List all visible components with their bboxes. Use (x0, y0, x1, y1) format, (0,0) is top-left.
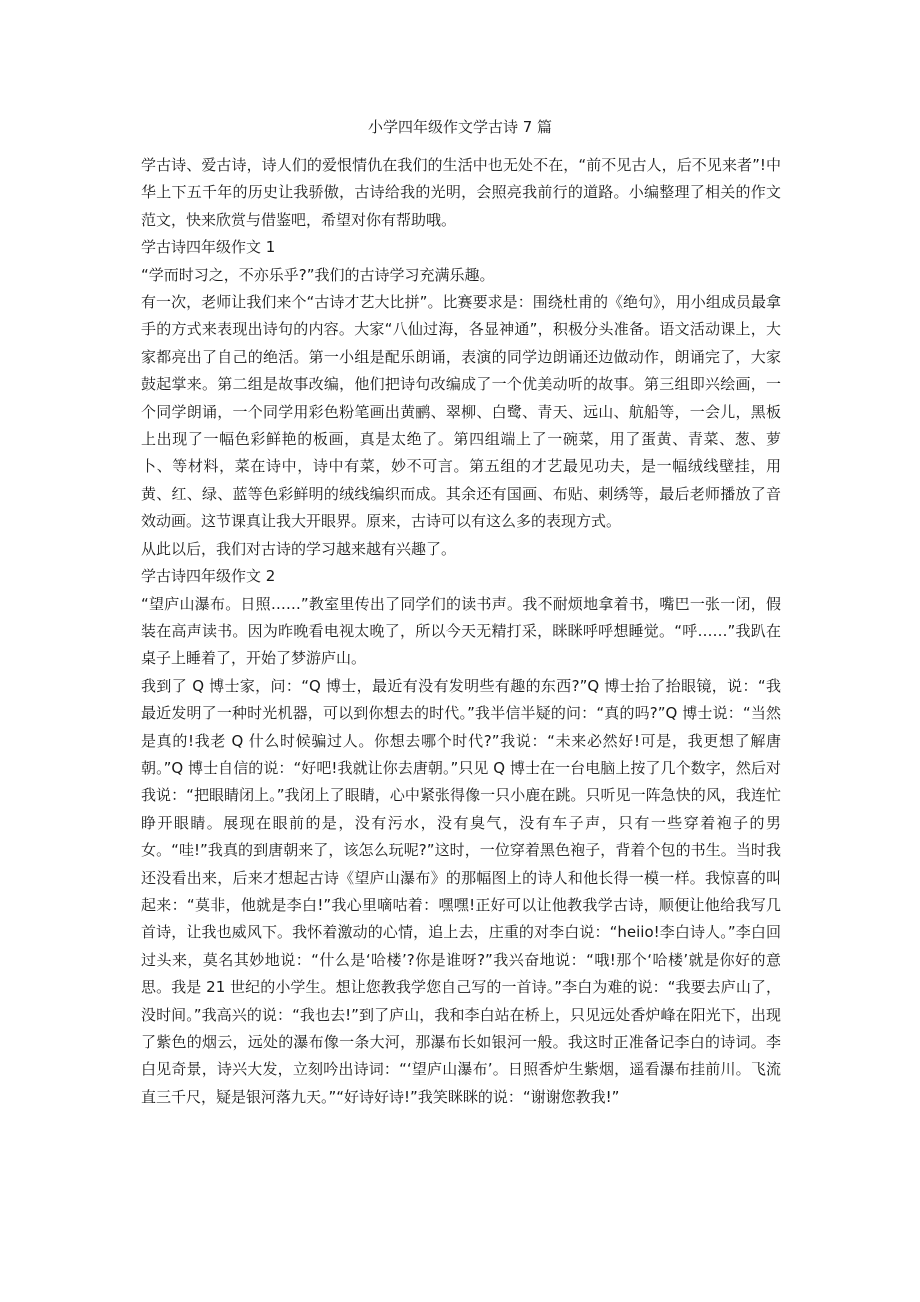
paragraph: 从此以后，我们对古诗的学习越来越有兴趣了。 (141, 539, 457, 558)
section-heading-2: 学古诗四年级作文 2 (141, 567, 276, 586)
intro-paragraph: 学古诗、爱古诗，诗人们的爱恨情仇在我们的生活中也无处不在，“前不见古人，后不见来者”!中华上下五千年的历史让我骄傲，古诗给我的光明，会照亮我前行的道路。小编整理了相关的作文范文，快来欣赏与借鉴吧，希望对你有帮助哦。 (141, 156, 781, 229)
paragraph: 我到了 Q 博士家，问：“Q 博士，最近有没有发明些有趣的东西?”Q 博士抬了抬眼镜，说：“我最近发明了一种时光机器，可以到你想去的时代。”我半信半疑的问：“真的吗?”Q 博士说：“当然是真的!我老 Q 什么时候骗过人。你想去哪个时代?”我说：“未来必然好!可是，我更想了解唐朝。”Q 博士自信的说：“好吧!我就让你去唐朝。”只见 Q 博士在一台电脑上按了几个数字，然后对我说：“把眼睛闭上。”我闭上了眼睛，心中紧张得像一只小鹿在跳。只听见一阵急快的风，我连忙睁开眼睛。展现在眼前的是，没有污水，没有臭气，没有车子声，只有一些穿着袍子的男女。“哇!”我真的到唐朝来了，该怎么玩呢?”这时，一位穿着黑色袍子，背着个包的书生。当时我还没看出来，后来才想起古诗《望庐山瀑布》的那幅图上的诗人和他长得一模一样。我惊喜的叫起来：“莫非，他就是李白!”我心里嘀咕着：嘿嘿!正好可以让他教我学古诗，顺便让他给我写几首诗，让我也威风下。我怀着激动的心情，追上去，庄重的对李白说：“heiio!李白诗人。”李白回过头来，莫名其妙地说：“什么是‘哈楼’?你是谁呀?”我兴奋地说：“哦!那个‘哈楼’就是你好的意思。我是 21 世纪的小学生。想让您教我学您自己写的一首诗。”李白为难的说：“我要去庐山了，没时间。”我高兴的说：“我也去!”到了庐山，我和李白站在桥上，只见远处香炉峰在阳光下，出现了紫色的烟云，远处的瀑布像一条大河，那瀑布长如银河一般。我这时正准备记李白的诗词。李白见奇景，诗兴大发，立刻吟出诗词：“‘望庐山瀑布’。日照香炉生紫烟，遥看瀑布挂前川。飞流直三千尺，疑是银河落九天。”“好诗好诗!”我笑眯眯的说：“谢谢您教我!” (141, 676, 781, 1106)
section-heading-1: 学古诗四年级作文 1 (141, 238, 276, 257)
paragraph: “学而时习之，不亦乐乎?”我们的古诗学习充满乐趣。 (141, 265, 495, 284)
document-title: 小学四年级作文学古诗 7 篇 (367, 118, 553, 136)
paragraph: “望庐山瀑布。日照……”教室里传出了同学们的读书声。我不耐烦地拿着书，嘴巴一张一闭，假装在高声读书。因为昨晚看电视太晚了，所以今天无精打采，眯眯呼呼想睡觉。“呼……”我趴在桌子上睡着了，开始了梦游庐山。 (141, 594, 781, 668)
document-body (141, 152, 781, 1111)
paragraph: 有一次，老师让我们来个“古诗才艺大比拼”。比赛要求是：围绕杜甫的《绝句》，用小组成员最拿手的方式来表现出诗句的内容。大家“八仙过海，各显神通”，积极分头准备。语文活动课上，大家都亮出了自己的绝活。第一小组是配乐朗诵，表演的同学边朗诵还边做动作，朗诵完了，大家鼓起掌来。第二组是故事改编，他们把诗句改编成了一个优美动听的故事。第三组即兴绘画，一个同学朗诵，一个同学用彩色粉笔画出黄鹂、翠柳、白鹭、青天、远山、航船等，一会儿，黑板上出现了一幅色彩鲜艳的板画，真是太绝了。第四组端上了一碗菜，用了蛋黄、青菜、葱、萝卜、等材料，菜在诗中，诗中有菜，妙不可言。第五组的才艺最见功夫，是一幅绒线壁挂，用黄、红、绿、蓝等色彩鲜明的绒线编织而成。其余还有国画、布贴、刺绣等，最后老师播放了音效动画。这节课真让我大开眼界。原来，古诗可以有这么多的表现方式。 (141, 293, 781, 531)
